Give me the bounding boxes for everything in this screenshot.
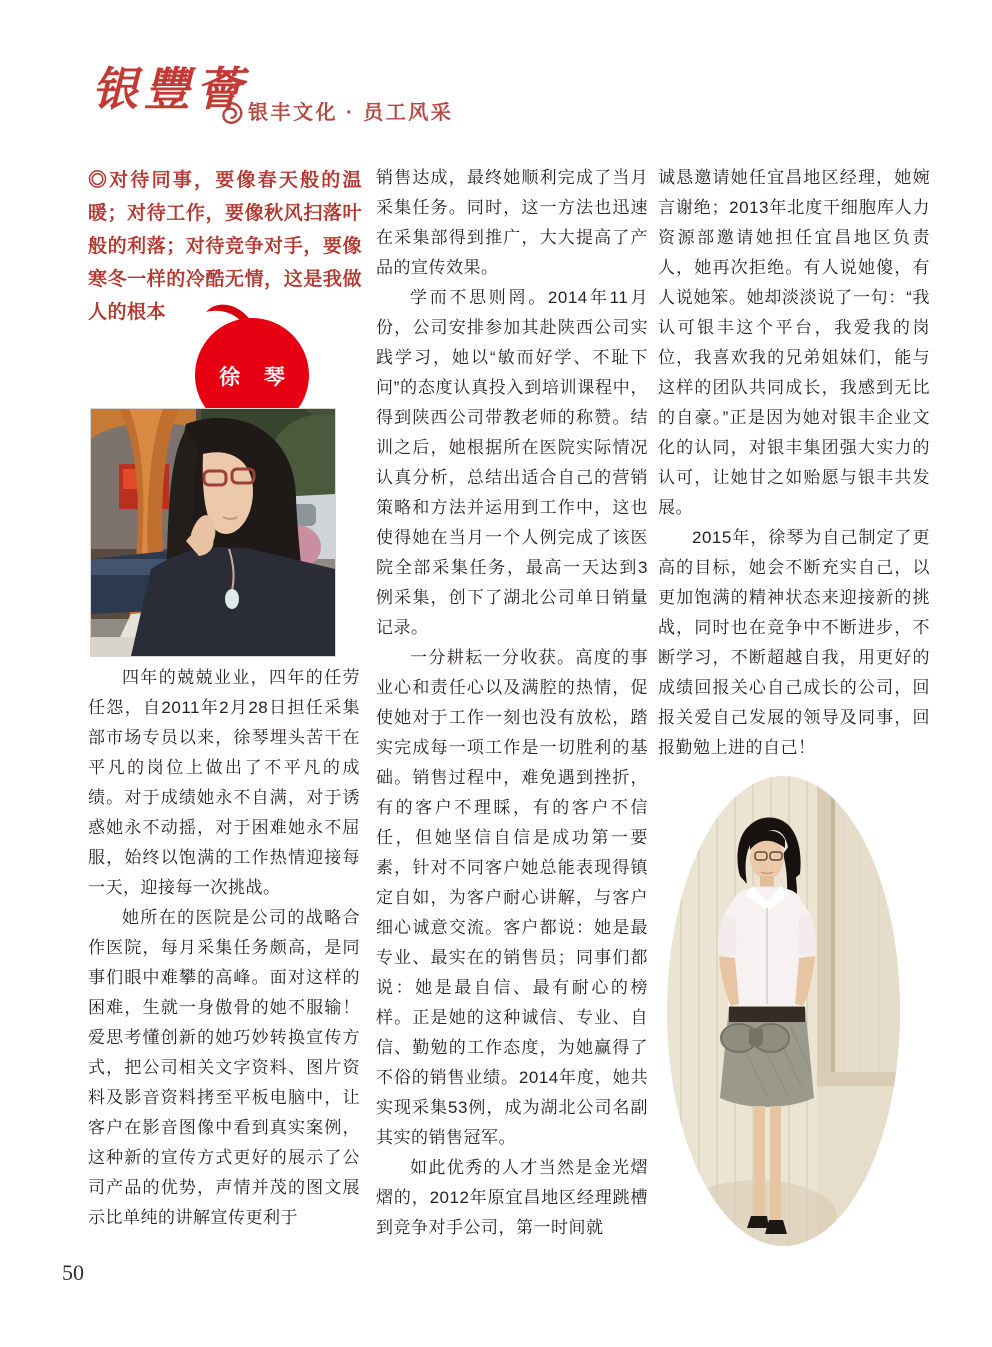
- pull-quote: ◎对待同事，要像春天般的温暖；对待工作，要像秋风扫落叶般的利落；对待竞争对手，要像寒冬一样的冷酷无情，这是我做人的根本: [88, 170, 362, 323]
- paragraph: 如此优秀的人才当然是金光熠熠的，2012年原宜昌地区经理跳槽到竞争对手公司，第一时间就: [376, 1158, 648, 1237]
- article-column-2: [376, 163, 648, 1243]
- paragraph: 2015年，徐琴为自己制定了更高的目标，她会不断充实自己，以更加饱满的精神状态来迎接新的挑战，同时也在竞争中不断进步，不断学习，不断超越自我，用更好的成绩回报关心自己成长的公司，回报关爱自己发展的领导及同事，回报勤勉上进的自己！: [658, 528, 930, 757]
- standing-photo-image: [667, 776, 900, 1246]
- paragraph: 四年的兢兢业业，四年的任劳任怨，自2011年2月28日担任采集部市场专员以来，徐琴埋头苦干在平凡的岗位上做出了不平凡的成绩。对于成绩她永不自满，对于诱惑她永不动摇，对于困难她永不屈服，始终以饱满的工作热情迎接每一天，迎接每一次挑战。: [88, 668, 360, 897]
- paragraph: 一分耕耘一分收获。高度的事业心和责任心以及满腔的热情，促使她对于工作一刻也没有放松，踏实完成每一项工作是一切胜利的基础。销售过程中，难免遇到挫折，有的客户不理睬，有的客户不信任，但她坚信自信是成功第一要素，针对不同客户她总能表现得镇定自如，为客户耐心讲解，与客户细心诚意交流。客户都说：她是最专业、最实在的销售员；同事们都说：她是最自信、最有耐心的榜样。正是她的这种诚信、专业、自信、勤勉的工作态度，为她赢得了不俗的销售业绩。2014年度，她共实现采集53例，成为湖北公司名副其实的销售冠军。: [376, 648, 648, 1147]
- employee-name: 徐 琴: [219, 366, 294, 389]
- portrait-photo: [90, 408, 336, 657]
- article-column-3: [658, 163, 930, 763]
- section-title: 银丰文化 · 员工风采: [248, 102, 454, 124]
- magazine-logo: 银豐薈: [92, 62, 248, 116]
- paragraph: 学而不思则罔。2014年11月份，公司安排参加其赴陕西公司实践学习，她以“敏而好学、不耻下问”的态度认真投入到培训课程中，得到陕西公司带教老师的称赞。结训之后，她根据所在医院实际情况认真分析，总结出适合自己的营销策略和方法并运用到工作中，这也使得她在当月一个人例完成了该医院全部采集任务，最高一天达到3例采集，创下了湖北公司单日销量记录。: [376, 288, 648, 637]
- article-column-1: [88, 663, 360, 1233]
- portrait-photo-image: [91, 409, 335, 656]
- spiral-icon: [218, 100, 244, 126]
- standing-photo: [667, 776, 900, 1246]
- paragraph: 销售达成，最终她顺利完成了当月采集任务。同时，这一方法也迅速在采集部得到推广，大大提高了产品的宣传效果。: [376, 168, 648, 277]
- paragraph: 诚恳邀请她任宜昌地区经理，她婉言谢绝；2013年北度干细胞库人力资源部邀请她担任宜昌地区负责人，她再次拒绝。有人说她傻，有人说她笨。她却淡淡说了一句：“我认可银丰这个平台，我爱我的岗位，我喜欢我的兄弟姐妹们，能与这样的团队共同成长，我感到无比的自豪。”正是因为她对银丰企业文化的认同，对银丰集团强大实力的认可，让她甘之如贻愿与银丰共发展。: [658, 168, 930, 517]
- paragraph: 她所在的医院是公司的战略合作医院，每月采集任务颇高，是同事们眼中难攀的高峰。面对这样的困难，生就一身傲骨的她不服输！爱思考懂创新的她巧妙转换宣传方式，把公司相关文字资料、图片资料及影音资料拷至平板电脑中，让客户在影音图像中看到真实案例，这种新的宣传方式更好的展示了公司产品的优势，声情并茂的图文展示比单纯的讲解宣传更利于: [88, 908, 360, 1227]
- page-number: 50: [62, 1260, 84, 1285]
